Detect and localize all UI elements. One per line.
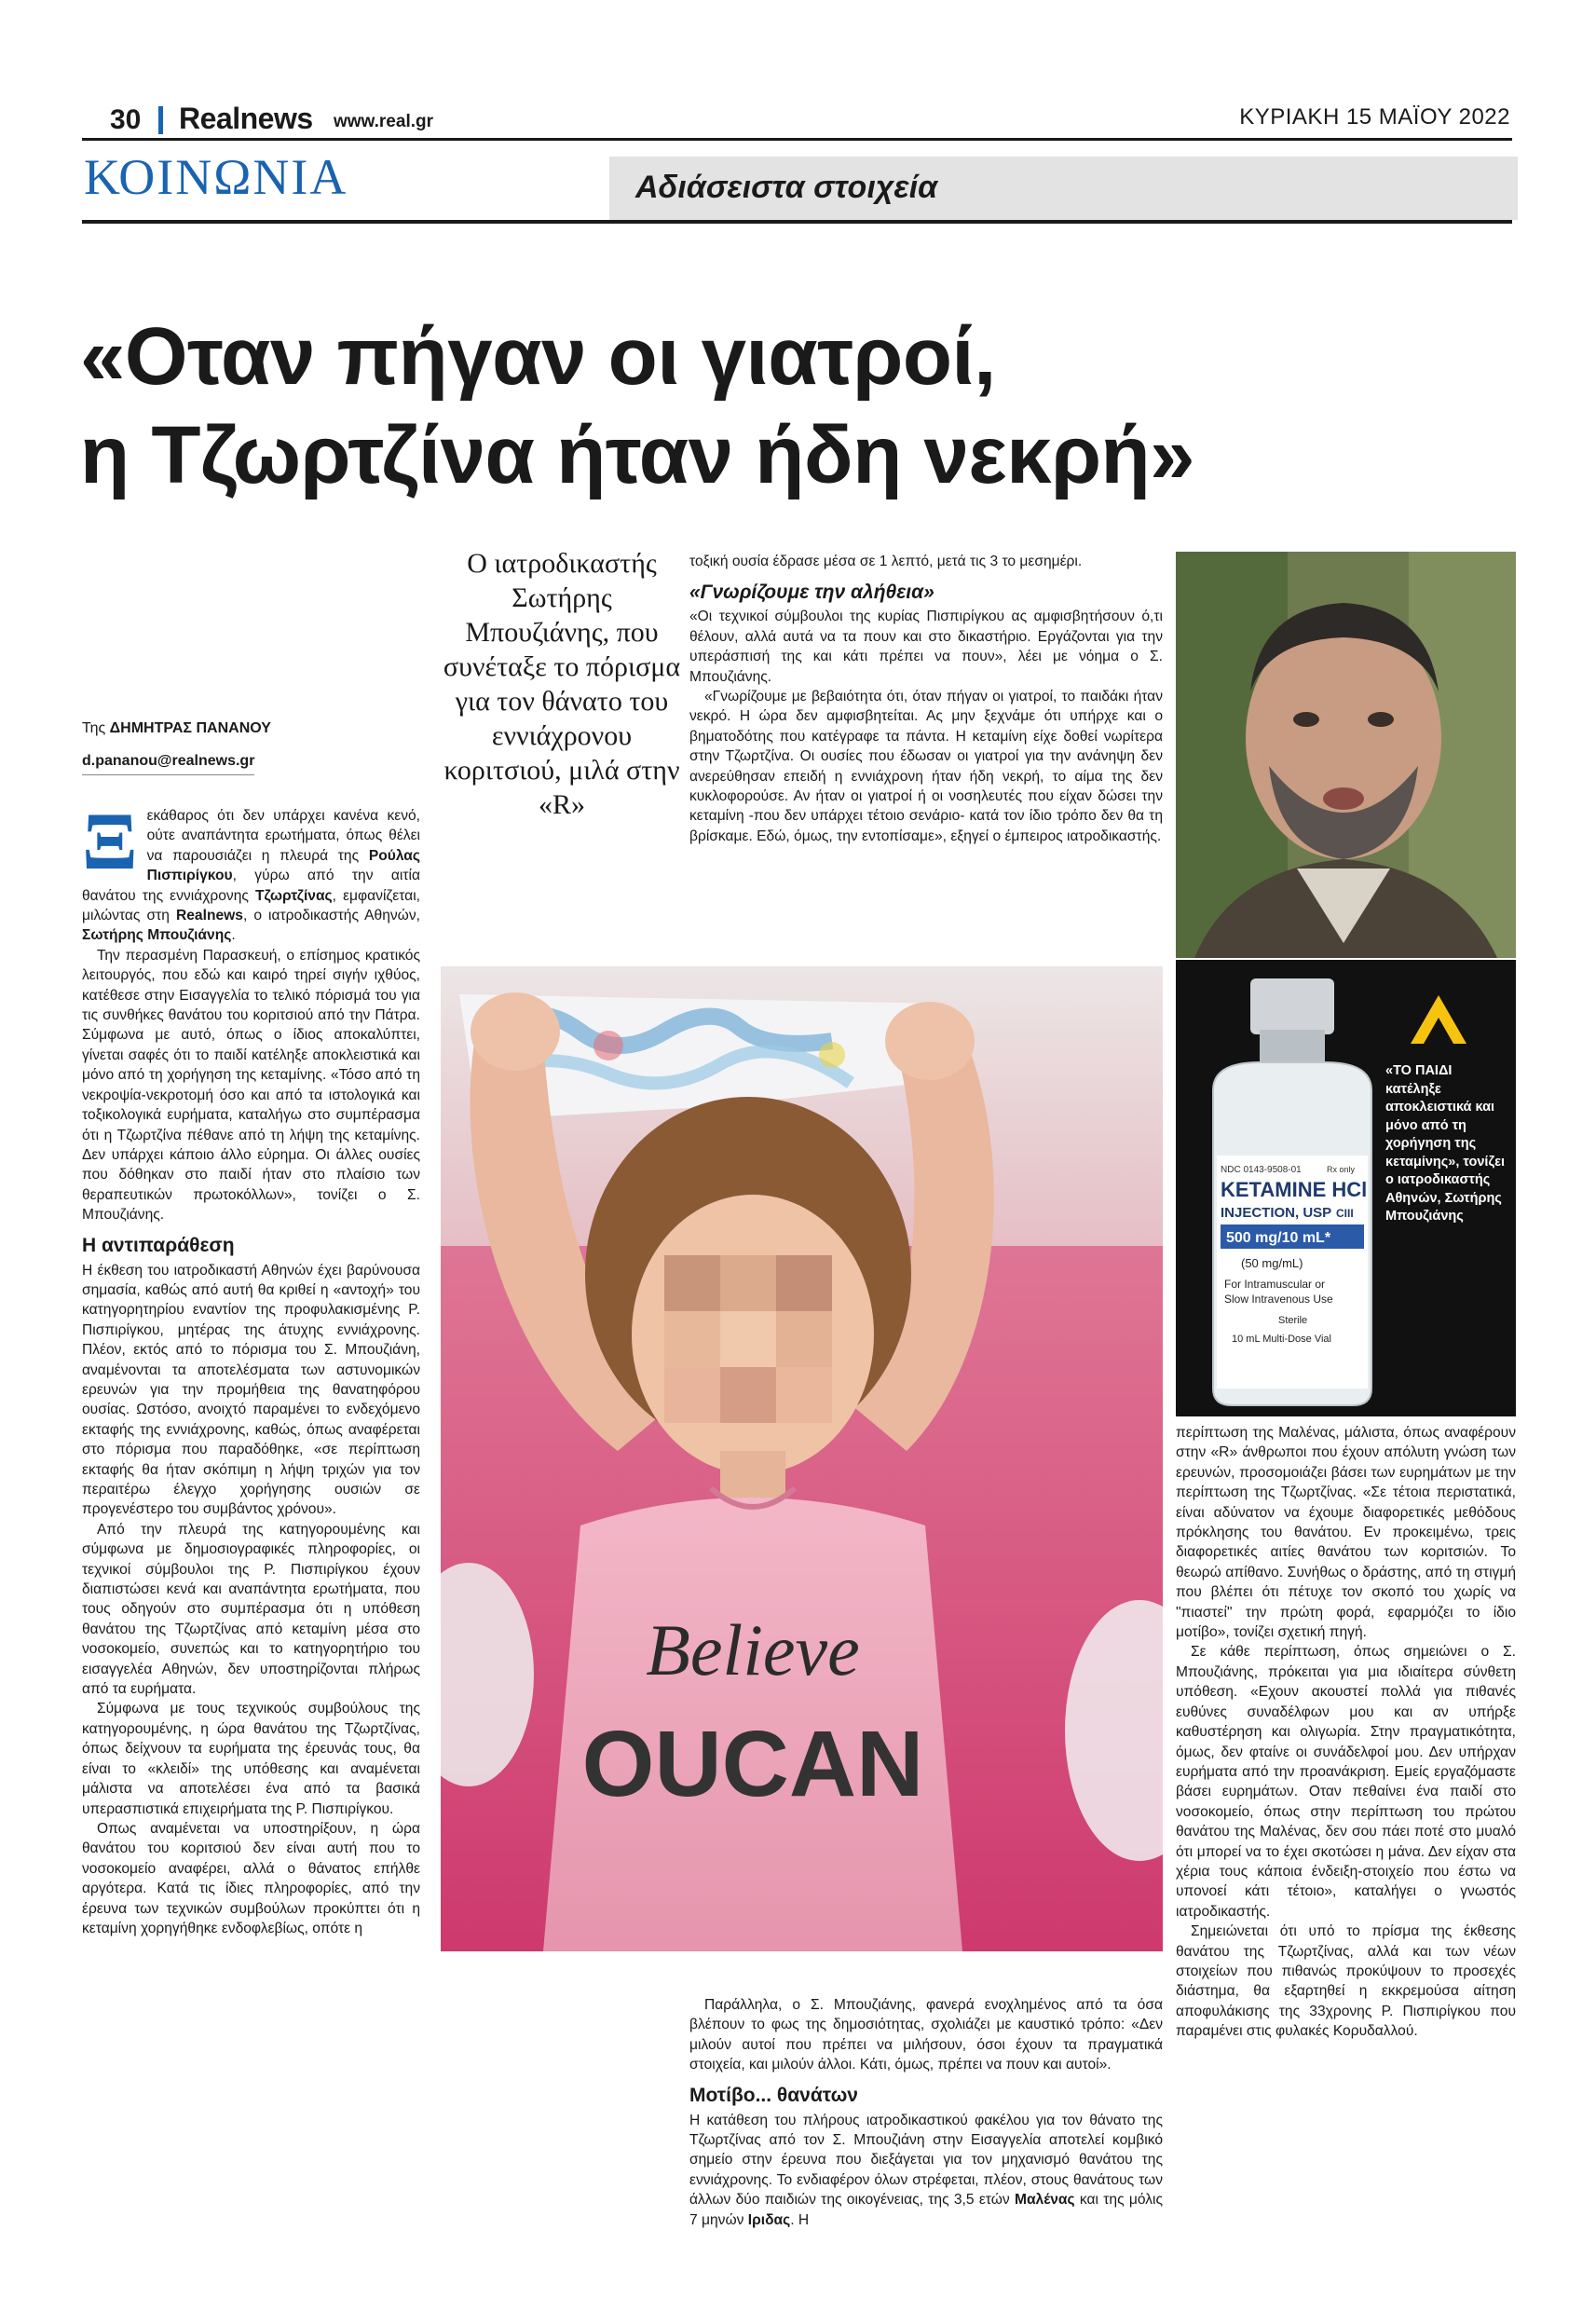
portrait-photo-bouzianis [1176,552,1516,958]
lead-text: εκάθαρος ότι δεν υπάρχει κανένα κενό, ούτε αναπάντητα ερωτήματα, όπως θέλει να παρουσιάζει η πλευρά της [146,808,420,864]
subheading: Η αντιπαράθεση [82,1234,235,1256]
topic-strap-label: Αδιάσειστα στοιχεία [635,170,938,205]
vial-dose: 500 mg/10 mL* [1226,1230,1331,1246]
body-paragraph: Σύμφωνα με τους τεχνικούς συμβούλους της κατηγορουμένης, η ώρα θανάτου της Τζωρτζίνας, όπως δείχνουν τα ευρήματα της έρευνάς τους, θα είναι το «κλειδί» της υπόθεσης και αναμένεται μάλιστα να αποτελέσει ένα από τα βασικά υπερασπιστικά επιχειρήματα της Ρ. Πισπιρίγκου. [82,1701,420,1817]
shirt-text-1: Believe [646,1609,860,1690]
lead-name: Σωτήρης Μπουζιάνης [82,927,232,944]
vial-multi-dose: 10 mL Multi-Dose Vial [1232,1334,1331,1345]
body-text: Η κατάθεση του πλήρους ιατροδικαστικού φακέλου για τον θάνατο της Τζωρτζίνας από τον Σ. Μπουζιάνη στην Εισαγγελία αποτελεί κομβικό σημείο στην έρευνα που διεξάγεται για τον μηχανισμό θανάτου της εννιάχρονης. Το ενδιαφέρον όλων στρέφεται, πλέον, στους θανάτους των άλλων δύο παιδιών της οικογένειας, της 3,5 ετών [689,2112,1163,2209]
author-email[interactable]: d.pananou@realnews.gr [82,753,255,769]
brand-logo: Realnews [179,102,313,135]
body-name: Ιριδας [747,2211,791,2228]
body-name: Μαλένας [1014,2192,1075,2209]
section-rule [82,220,1512,224]
subheading: «Γνωρίζουμε την αλήθεια» [689,581,934,604]
girl-photo-illustration [441,966,1163,1951]
article-column-2 [689,552,1163,846]
headline-line-1: «Οταν πήγαν οι γιατροί, [80,311,996,402]
vial-name: KETAMINE HCl [1221,1178,1368,1201]
byline-prefix: Της [82,720,106,736]
brand-url: www.real.gr [334,112,433,131]
section-title: ΚΟΙΝΩΝΙΑ [84,149,348,205]
vial-ndc: NDC 0143-9508-01 [1221,1165,1302,1175]
article-column-4 [1176,1423,1516,2042]
issue-date: ΚΥΡΙΑΚΗ 15 ΜΑΪΟΥ 2022 [1239,104,1510,130]
vial-concentration: (50 mg/mL) [1241,1256,1303,1270]
body-paragraph: τοξική ουσία έδρασε μέσα σε 1 λεπτό, μετά τις 3 το μεσημέρι. [689,554,1083,569]
vial-injection: INJECTION, USP [1221,1205,1332,1221]
shirt-text-2: OUCAN [581,1712,924,1816]
article-column-3 [689,1995,1163,2230]
lead-text: , γύρω από την αιτία θανάτου της εννιάχρονης [82,868,420,904]
lead-paragraph [82,797,420,946]
vial-route-2: Slow Intravenous Use [1224,1293,1333,1306]
headline-line-2: η Τζωρτζίνα ήταν ήδη νεκρή» [80,410,1195,500]
lead-name: Realnews [176,908,243,924]
body-paragraph: «Γνωρίζουμε με βεβαιότητα ότι, όταν πήγαν οι γιατροί, το παιδάκι ήταν νεκρό. Η ώρα δεν αμφισβητείται. Ας μην ξεχνάμε ότι υπήρχε και ο βηματοδότης που κατέγραφε τα πάντα. Η κεταμίνη είχε δοθεί νωρίτερα στην Τζωρτζίνα. Οι ουσίες που έδωσαν οι γιατροί για την ανάνηψη δεν ανερεύθησαν επειδή η εννιάχρονη ήταν ήδη νεκρή, το αίμα της δεν κυκλοφορούσε. Αν ήταν οι γιατροί ή οι νοσηλευτές που είχαν δώσει την κεταμίνη -που δεν υπάρχει τέτοιο σενάριο- κατά τον ίδιο τρόπο δεν θα τη βρίσκαμε. Εδώ, όμως, την εντοπίσαμε», εξηγεί ο έμπειρος ιατροδικαστής. [689,689,1163,844]
lead-text: . [231,927,236,944]
body-text: και της μόλις 7 μηνών [689,2192,1163,2228]
body-paragraph: Οπως αναμένεται να υποστηρίξουν, η ώρα θανάτου του κοριτσιού δεν είναι αυτή που το νοσοκομείο αναφέρει, αλλά ο θάνατος επήλθε αργότερα. Κατά τις ίδιες πληροφορίες, από την έρευνα των τεχνικών συμβούλων προκύπτει ότι η κεταμίνη χορηγήθηκε ενδοφλεβίως, οπότε η [82,1820,420,1936]
body-paragraph: περίπτωση της Μαλένας, μάλιστα, όπως αναφέρουν στην «R» άνθρωποι που έχουν απόλυτη γνώση των ερευνών, προσομοιάζει βάσει των ευρημάτων με την περίπτωση της Τζωρτζίνας. «Σε τέτοια περιστατικά, είναι αδύνατον να έχουμε διαφορετικές μεθόδους πρόκλησης του θανάτου. Εν προκειμένω, τρεις διαφορετικές αιτίες θανάτου των κοριτσιών. Το θεωρώ απίθανο. Συνήθως ο δράστης, από τη στιγμή που βλέπει ότι πέτυχε τον σκοπό του χωρίς να "πιαστεί" την πρώτη φορά, εφαρμόζει το ίδιο μοτίβο», τονίζει σχετική πηγή. [1176,1425,1516,1641]
page-number: 30 [110,104,142,135]
portrait-illustration [1176,552,1516,958]
body-paragraph: Από την πλευρά της κατηγορουμένης και σύμφωνα με δημοσιογραφικές πληροφορίες, οι τεχνικοί σύμβουλοι της Ρ. Πισπιρίγκου έχουν διαπιστώσει κενά και αναπάντητα ερωτήματα, που τους οδηγούν στο συμπέρασμα ότι η υπόθεση θανάτου της Τζωρτζίνας από κεταμίνη μέσα στο νοσοκομείο, συνεπώς και το κατηγορητήριο του εισαγγελέα Αθηνών, δεν υποστηρίζονται πλήρως από τα ευρήματα. [82,1521,420,1698]
body-text: . Η [790,2211,810,2228]
body-paragraph: Την περασμένη Παρασκευή, ο επίσημος κρατικός λειτουργός, που εδώ και καιρό τηρεί σιγήν ιχθύος, κατέθεσε στην Εισαγγελία το τελικό πόρισμά του για τις συνθήκες θανάτου του κοριτσιού από την Πάτρα. Σύμφωνα με αυτό, όπως ο ίδιος αποκαλύπτει, γίνεται σαφές ότι το παιδί κατέληξε αποκλειστικά και μόνο από τη χορήγηση της κεταμίνης. «Τόσο από τη νεκροψία-νεκροτομή όσο και από τα ιστολογικά και τοξικολογικά ευρήματα, καταλήγω στο συμπέρασμα ότι η Τζωρτζίνα πέθανε από τη λήψη της κεταμίνης. Δεν υπάρχει κάποιο άλλο εύρημα. Οι άλλες ουσίες που δόθηκαν στο παιδί ήταν στο πλαίσιο των θεραπευτικών πρωτοκόλλων», τονίζει ο Σ. Μπουζιάνης. [82,947,420,1224]
main-photo-girl [441,966,1163,1951]
vial-rx: Rx only [1327,1165,1356,1174]
byline [82,719,271,738]
standfirst: Ο ιατροδικαστής Σωτήρης Μπουζιάνης, που συνέταξε το πόρισμα για τον θάνατο του εννιάχρονου κοριτσιού, μιλά στην «R» [443,548,681,820]
byline-author: ΔΗΜΗΤΡΑΣ ΠΑΝΑΝΟΥ [109,720,271,736]
body-paragraph: «Οι τεχνικοί σύμβουλοι της κυρίας Πισπιρίγκου ας αμφισβητήσουν ό,τι θέλουν, αλλά αυτά να τα πουν και στο δικαστήριο. Εργάζονται για την υπεράσπισή της και κάτι πρέπει να πουν», λέει με νόημα ο Σ. Μπουζιάνης. [689,609,1163,685]
body-paragraph: Σημειώνεται ότι υπό το πρίσμα της έκθεσης θανάτου της Τζωρτζίνας, αλλά και των νέων στοιχείων που πιθανώς προκύψουν το προσεχές διάστημα, θα εξαρτηθεί η εκκρεμούσα αίτηση αποφυλάκισης της 33χρονης Ρ. Πισπιρίγκου που παραμένει στις φυλακές Κορυδαλλού. [1176,1923,1516,2040]
body-paragraph: Σε κάθε περίπτωση, όπως σημειώνει ο Σ. Μπουζιάνης, πρόκειται για μια ιδιαίτερα σύνθετη υπόθεση. «Εχουν ακουστεί πολλά για πιθανές ευθύνες συναδέλφων μου και αν υπήρξε καθυστέρηση και ολιγωρία. Στην πραγματικότητα, όμως, δεν φταίνε οι συνάδελφοί μου. Δεν υπήρχαν ευρήματα από την προανάκριση. Εμείς εργαζόμαστε βάσει ευρημάτων. Οταν πεθαίνει ένα παιδί στο νοσοκομείο, όπως στην περίπτωση του πρώτου θανάτου της Μαλένας, δεν σου πάει ποτέ στο μυαλό ότι μπορεί να το έχει σκοτώσει η μάνα. Δεν είχαν στα χέρια τους κάποια ένδειξη-στοιχείο που έστω να υπονοεί κάτι τέτοιο», καταλήγει ο γνωστός ιατροδικαστής. [1176,1644,1516,1920]
article-column-1 [82,797,420,1938]
body-paragraph: Η έκθεση του ιατροδικαστή Αθηνών έχει βαρύνουσα σημασία, καθώς από αυτή θα κριθεί η «αντοχή» του κατηγορητηρίου εναντίον της προφυλακισμένης Ρ. Πισπιρίγκου, μητέρας της άτυχης εννιάχρονης. Πλέον, εκτός από το πόρισμα του Σ. Μπουζιάνη, αναμένονται τα αποτελέσματα των αστυνομικών ερευνών για την προμήθεια της θανατηφόρου ουσίας. Ωστόσο, ανοιχτό παραμένει το ενδεχόμενο εκταφής της εννιάχρονης, καθώς, όπως αναφέρεται στο πόρισμα που παραδόθηκε, «σε περίπτωση εκταφής θα ήταν σκόπιμη η λήψη τριχών για τον περαιτέρω έλεγχο χορήγησης ουσιών σε προγενέστερο του συμβάντος χρόνου». [82,1262,420,1518]
page-number-divider [158,106,163,134]
body-paragraph: Παράλληλα, ο Σ. Μπουζιάνης, φανερά ενοχλημένος από τα όσα βλέπουν το φως της δημοσιότητας, σχολιάζει με καυστικό τρόπο: «Δεν μιλούν αυτοί που πρέπει να μιλήσουν, όσοι έχουν τα πραγματικά στοιχεία, και μιλούν άλλοι. Κάτι, όμως, πρέπει να πουν και αυτοί». [689,1997,1163,2073]
vial-sterile: Sterile [1278,1315,1308,1326]
quote-chevron-icon [1411,995,1466,1044]
vial-route-1: For Intramuscular or [1224,1278,1326,1291]
lead-text: , εμφανίζεται, μιλώντας στη [82,887,420,924]
headline [80,308,1515,505]
lead-name: Τζωρτζίνας [255,887,333,904]
pull-quote-text: «ΤΟ ΠΑΙΔΙ κατέληξε αποκλειστικά και μόνο από τη χορήγηση της κεταμίνης», τονίζει ο ιατροδικαστής Αθηνών, Σωτήρης Μπουζιάνης [1385,1063,1506,1224]
byline-rule [82,774,254,775]
header-rule [82,138,1512,141]
lead-name: Ρούλας Πισπιρίγκου [146,847,420,884]
drop-cap: Ξ [82,797,138,887]
lead-text: , ο ιατροδικαστής Αθηνών, [242,908,420,924]
vial-schedule: CIII [1336,1207,1354,1220]
body-paragraph [689,2111,1163,2230]
subheading: Μοτίβο... θανάτων [689,2084,858,2106]
